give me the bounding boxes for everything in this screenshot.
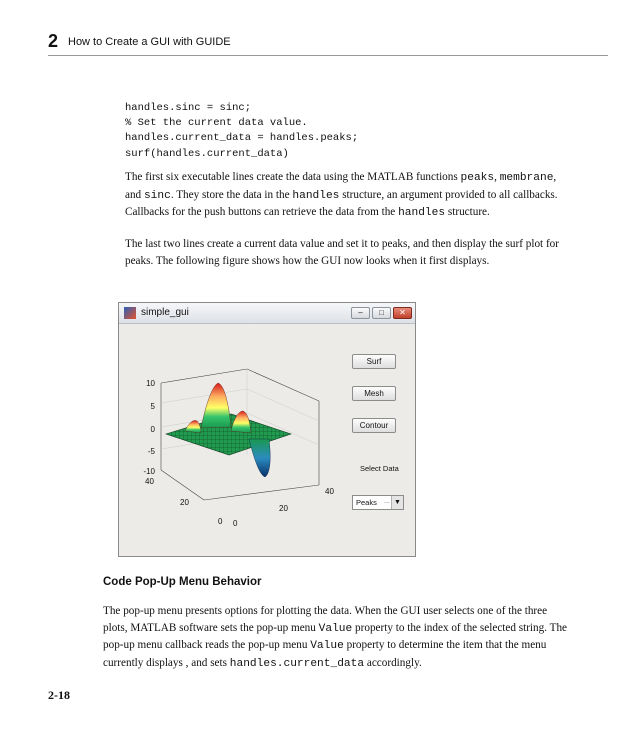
close-button[interactable]: ✕ (393, 307, 412, 319)
surface-peak-main (201, 383, 231, 428)
popup-selected-value: Peaks (356, 498, 377, 507)
z-tick: 10 (146, 379, 155, 388)
chevron-down-icon[interactable]: ▼ (391, 496, 403, 509)
maximize-button[interactable]: □ (372, 307, 391, 319)
x-tick: 40 (325, 487, 334, 496)
surface-peak-small (185, 420, 201, 433)
code-line: handles.sinc = sinc; (125, 102, 252, 114)
code-line: handles.current_data = handles.peaks; (125, 132, 359, 145)
contour-button[interactable]: Contour (352, 418, 396, 433)
z-tick: -5 (147, 447, 155, 456)
y-tick: 20 (180, 498, 189, 507)
y-tick: 0 (218, 517, 223, 526)
paragraph-functions: The first six executable lines create the data using the MATLAB functions peaks, membrane, and sinc. They store the data in the handles structure, an argument provided to all callbacks. Callbacks for the push buttons can retrieve the data from the handles structure. (125, 171, 558, 220)
mesh-button[interactable]: Mesh (352, 386, 396, 401)
chapter-title: How to Create a GUI with GUIDE (68, 36, 231, 48)
section-heading: Code Pop-Up Menu Behavior (103, 576, 262, 588)
gui-window (118, 302, 416, 557)
y-tick: 40 (145, 477, 154, 486)
popup-ellipsis: ... (384, 498, 390, 505)
running-header (48, 33, 608, 56)
minimize-button[interactable]: – (351, 307, 370, 319)
surface-peak-secondary (231, 411, 251, 433)
select-data-label: Select Data (360, 464, 399, 473)
code-block (125, 101, 358, 162)
code-line: % Set the current data value. (125, 117, 308, 130)
window-title: simple_gui (141, 307, 189, 318)
z-tick: -10 (143, 467, 155, 476)
z-tick: 0 (150, 425, 155, 434)
surface-valley (249, 439, 270, 477)
chapter-number: 2 (48, 31, 59, 51)
surf-button[interactable]: Surf (352, 354, 396, 369)
z-tick: 5 (150, 402, 155, 411)
paragraph-popup: The pop-up menu presents options for plotting the data. When the GUI user selects one of the three plots, MATLAB software sets the pop-up menu Value property to the index of the selected string. The pop-up menu callback reads the pop-up menu Value property to determine the item that the menu currently displays , and sets handles.current_data accordingly. (103, 605, 568, 670)
paragraph-current-data: The last two lines create a current data value and set it to peaks, and then display the surf plot for peaks. The following figure shows how the GUI now looks when it first displays. (125, 238, 559, 267)
x-tick: 0 (233, 519, 238, 528)
data-popup-menu[interactable] (352, 495, 404, 510)
code-line: surf(handles.current_data) (125, 147, 289, 160)
x-tick: 20 (279, 504, 288, 513)
page-number: 2-18 (48, 688, 70, 702)
